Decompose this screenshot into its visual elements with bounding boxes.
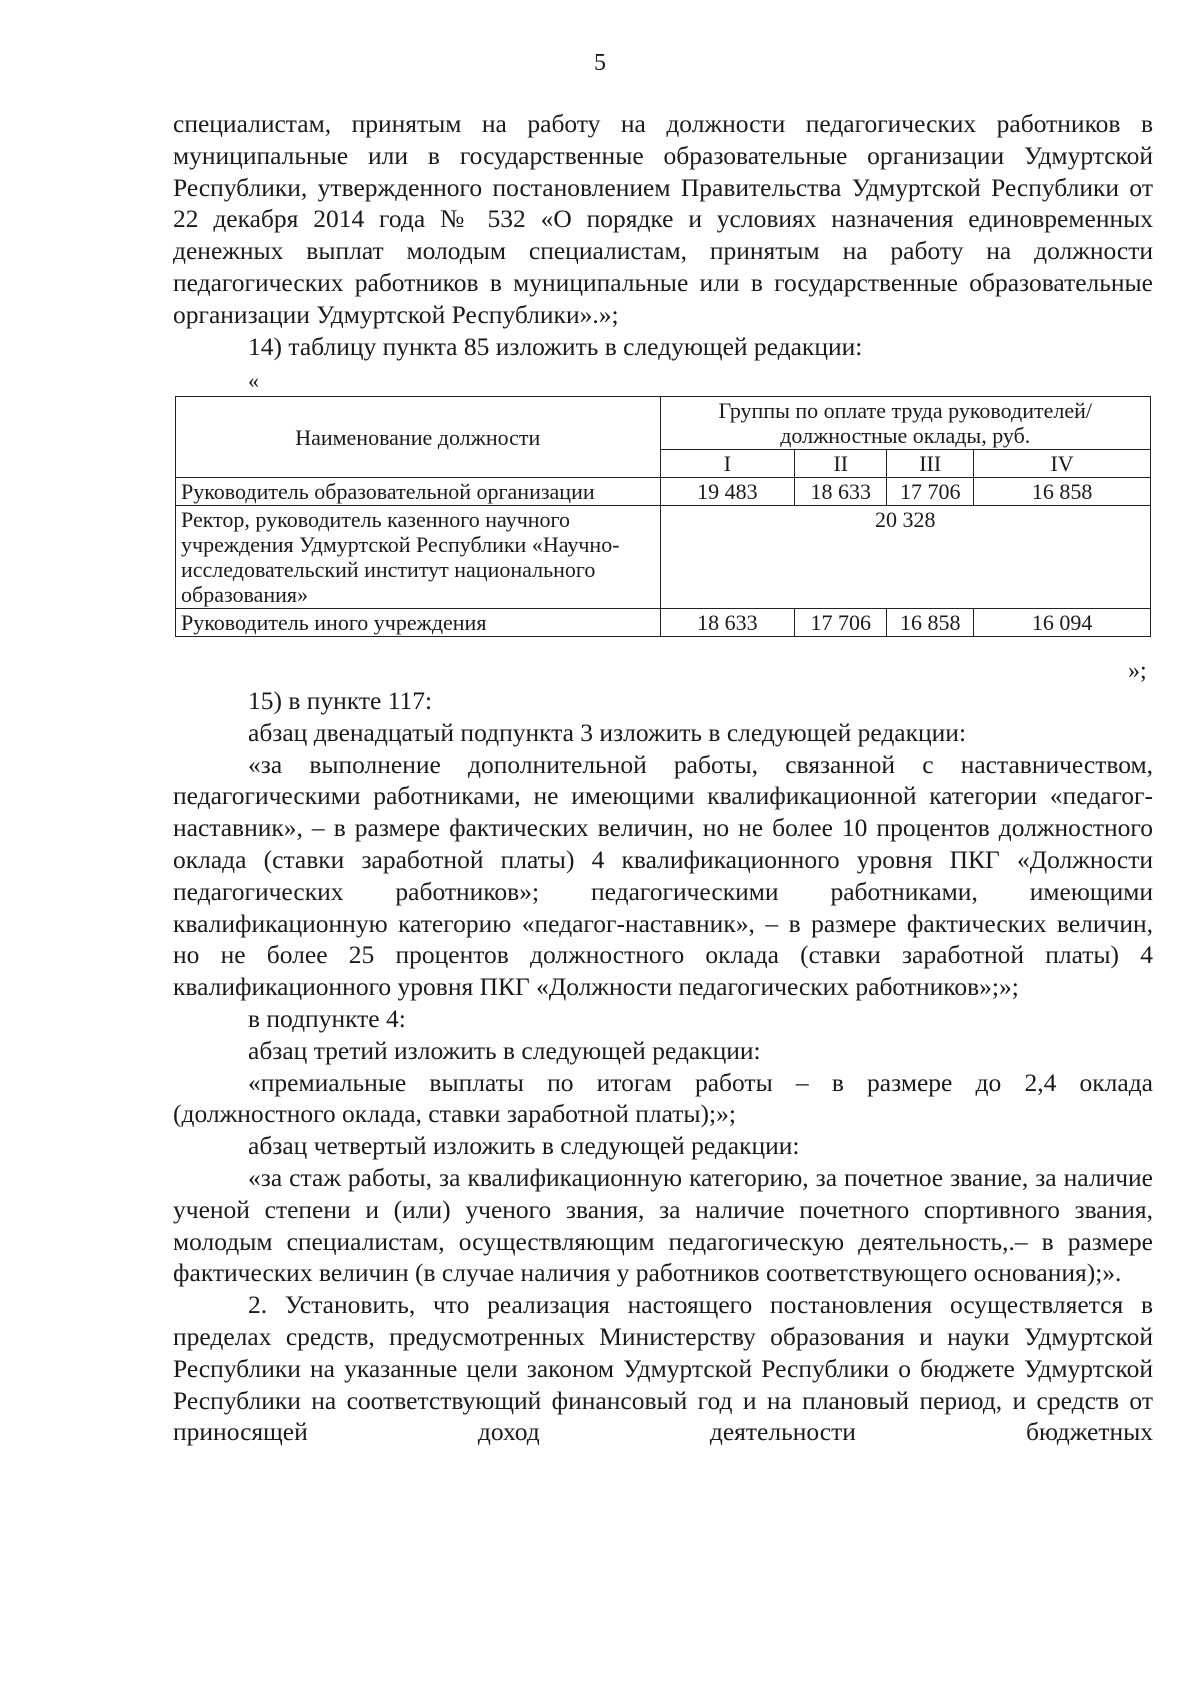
salary-value: 19 483 (660, 478, 795, 506)
salary-value: 18 633 (660, 609, 795, 637)
salary-table (175, 396, 1151, 637)
table-intro-paragraph: 14) таблицу пункта 85 изложить в следующей редакции: (248, 331, 863, 361)
group-label: I (660, 450, 795, 478)
position-name: Ректор, руководитель казенного научного учреждения Удмуртской Республики «Научно-исследовательский институт национального образования» (176, 506, 661, 609)
salary-value: 18 633 (795, 478, 887, 506)
paragraph-point-2: 2. Установить, что реализация настоящего постановления осуществляется в пределах средств, предусмотренных Министерству образования и науки Удмуртской Республики на указанные цели законом Удмуртской Республики о бюджете Удмуртской Республики на соответствующий финансовый год и на плановый период, и средств от приносящей доход деятельности бюджетных (173, 1290, 1153, 1447)
body-block (173, 685, 1153, 1448)
group-label: III (887, 450, 974, 478)
paragraph-subitem-4: в подпункте 4: (248, 1003, 406, 1033)
column-header-position: Наименование должности (176, 397, 661, 478)
table-open-quote: « (248, 368, 259, 393)
group-label: IV (974, 450, 1151, 478)
salary-value-merged: 20 328 (660, 506, 1151, 609)
table-close-quote: »; (1128, 658, 1147, 684)
group-label: II (795, 450, 887, 478)
table-row (176, 609, 1151, 637)
salary-value: 16 858 (974, 478, 1151, 506)
paragraph-mentoring: «за выполнение дополнительной работы, связанной с наставничеством, педагогическими работниками, не имеющими квалификационной категории «педагог-наставник», – в размере фактических величин, но не более 10 процентов должностного оклада (ставки заработной платы) 4 квалификационного уровня ПКГ «Должности педагогических работников»; педагогическими работниками, имеющими квалификационную категорию «педагог-наставник», – в размере фактических величин, но не более 25 процентов должностного оклада (ставки заработной платы) 4 квалификационного уровня ПКГ «Должности педагогических работников»;»; (173, 749, 1153, 1002)
position-name: Руководитель образовательной организации (176, 478, 661, 506)
salary-value: 16 858 (887, 609, 974, 637)
paragraph-seniority: «за стаж работы, за квалификационную категорию, за почетное звание, за наличие ученой степени и (или) ученого звания, за наличие почетного спортивного звания, молодым специалистам, осуществляющим педагогическую деятельность,.– в размере фактических величин (в случае наличия у работников соответствующего основания);». (173, 1162, 1153, 1288)
paragraph-fourth: абзац четвертый изложить в следующей редакции: (248, 1131, 800, 1161)
paragraph-item-15: 15) в пункте 117: (248, 686, 433, 715)
table-row (176, 478, 1151, 506)
paragraph-third: абзац третий изложить в следующей редакции: (248, 1035, 761, 1065)
intro-paragraph: специалистам, принятым на работу на должности педагогических работников в муниципальные или в государственные образовательные организации Удмуртской Республики, утвержденного постановлением Правительства Удмуртской Республики от 22 декабря 2014 года № 532 «О порядке и условиях назначения единовременных денежных выплат молодым специалистам, принятым на работу на должности педагогических работников в муниципальные или в государственные образовательные организации Удмуртской Республики».»; (173, 109, 1153, 329)
intro-block (173, 108, 1153, 362)
table-header-row (176, 397, 1151, 450)
salary-value: 16 094 (974, 609, 1151, 637)
paragraph-bonus: «премиальные выплаты по итогам работы – в размере до 2,4 оклада (должностного оклада, ставки заработной платы);»; (173, 1067, 1153, 1129)
page-number: 5 (594, 50, 606, 76)
position-name: Руководитель иного учреждения (176, 609, 661, 637)
column-header-groups: Группы по оплате труда руководителей/должностные оклады, руб. (660, 397, 1151, 450)
table-row (176, 506, 1151, 609)
paragraph-subitem-3: абзац двенадцатый подпункта 3 изложить в следующей редакции: (248, 717, 967, 747)
salary-value: 17 706 (887, 478, 974, 506)
salary-value: 17 706 (795, 609, 887, 637)
